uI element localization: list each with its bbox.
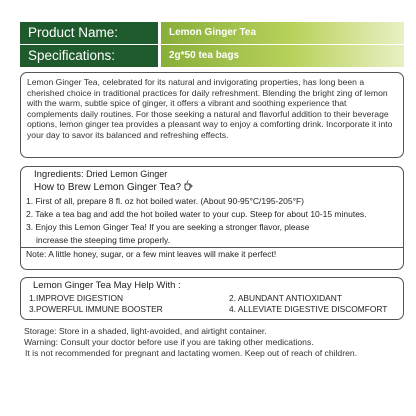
brew-note: Note: A little honey, sugar, or a few mint leaves will make it perfect! bbox=[21, 247, 403, 261]
brew-instructions-box bbox=[20, 166, 404, 270]
specifications-label: Specifications: bbox=[20, 45, 158, 67]
benefit-item: 3.POWERFUL IMMUNE BOOSTER bbox=[29, 303, 163, 314]
tea-cup-icon bbox=[184, 180, 193, 195]
brew-title: How to Brew Lemon Ginger Tea? bbox=[34, 182, 182, 193]
ingredients-line bbox=[26, 169, 398, 180]
intro-description: Lemon Ginger Tea, celebrated for its natural and invigorating properties, has long been a cherished choice in traditional practices for daily refreshment. Blending the bright zing of lemon with the warm, subtle spice of ginger, it offers a vibrant and soothing experience that complements daily routines. For those seeking a natural and flavorful addition to their beverage options, lemon ginger tea provides a pleasant way to enjoy a comforting drink. Incorporate it into your day to savor its balanced and refreshing effects. bbox=[20, 72, 404, 158]
specifications-row bbox=[20, 45, 404, 67]
benefits-title: Lemon Ginger Tea May Help With : bbox=[33, 280, 181, 291]
ingredients-label: Ingredients: bbox=[34, 169, 84, 180]
warning-text: Warning: Consult your doctor before use if you are taking other medications. bbox=[24, 337, 314, 347]
benefit-item: 1.IMPROVE DIGESTION bbox=[29, 293, 124, 303]
benefits-box bbox=[20, 277, 404, 320]
brew-title-line bbox=[26, 180, 398, 195]
ingredients-value: Dried Lemon Ginger bbox=[86, 169, 168, 179]
brew-step: 1. First of all, prepare 8 fl. oz hot boiled water. (About 90-95°C/195-205°F) bbox=[26, 196, 304, 206]
storage-text: Storage: Store in a shaded, light-avoided, and airtight container. bbox=[24, 326, 267, 336]
benefit-item: 2. ABUNDANT ANTIOXIDANT bbox=[229, 293, 342, 303]
product-name-label: Product Name: bbox=[20, 22, 158, 44]
benefit-item: 4. ALLEVIATE DIGESTIVE DISCOMFORT bbox=[229, 303, 388, 314]
brew-step: 2. Take a tea bag and add the hot boiled water to your cup. Steep for about 10-15 minutes. bbox=[26, 209, 367, 219]
footer-notes bbox=[24, 326, 408, 359]
warning-text-continued: It is not recommended for pregnant and lactating women. Keep out of reach of children. bbox=[25, 348, 358, 358]
product-name-value: Lemon Ginger Tea bbox=[161, 22, 404, 44]
brew-step: increase the steeping time properly. bbox=[36, 235, 171, 245]
specifications-value: 2g*50 tea bags bbox=[161, 45, 404, 67]
product-name-row bbox=[20, 22, 404, 44]
brew-step: 3. Enjoy this Lemon Ginger Tea! If you are seeking a stronger flavor, please bbox=[26, 222, 310, 232]
benefits-list bbox=[29, 293, 395, 314]
